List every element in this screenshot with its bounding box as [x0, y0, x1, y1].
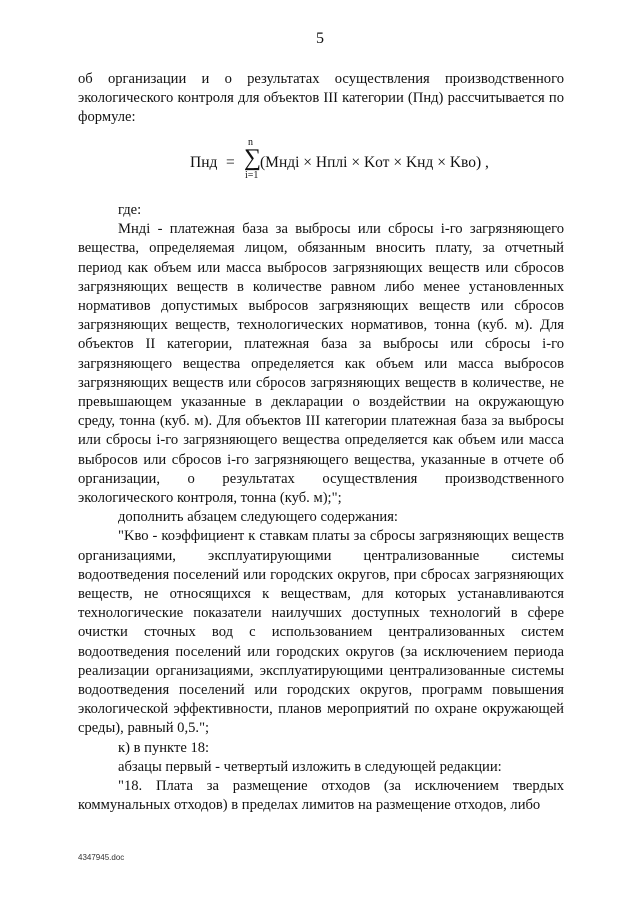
formula-sum-top: n: [248, 137, 253, 148]
paragraph: Mндi - платежная база за выбросы или сбросы i-го загрязняющего вещества, определяемая лицом, обязанным вносить плату, за отчетный период как объем или масса выбросов загрязняющих веществ или сбросов загрязняющих веществ в количестве равном либо менее установленных нормативов допустимых выбросов загрязняющих веществ или сбросов загрязняющих веществ, технологических нормативов, тонна (куб. м). Для объектов II категории, платежная база за выбросы или сбросы i-го загрязняющего вещества определяется как объем или масса выбросов загрязняющих веществ или сбросов загрязняющих веществ в количестве, не превышающем указанные в декларации о воздействии на окружающую среду, тонна (куб. м). Для объектов III категории платежная база за выбросы или сбросы i-го загрязняющего вещества определяется как объем или масса выбросов или сбросов i-го загрязняющего вещества, указанные в отчете об организации, о результатах осуществления производственного экологического контроля, тонна (куб. м);";: [78, 221, 564, 507]
sigma-icon: ∑: [244, 145, 262, 171]
intro-text: об организации и о результатах осуществления производственного экологического контроля для объектов III категории (Пнд) рассчитывается по формуле:: [78, 71, 564, 126]
paragraph: "18. Плата за размещение отходов (за исключением твердых коммунальных отходов) в пределах лимитов на размещение отходов, либо: [78, 778, 564, 814]
formula-lhs: Пнд: [190, 154, 218, 171]
paragraph: "Kво - коэффициент к ставкам платы за сбросы загрязняющих веществ организациями, эксплуатирующими централизованные системы водоотведения поселений или городских округов, при сбросах загрязняющих веществ, не относящихся к веществам, для которых устанавливаются технологические показатели наилучших доступных технологий в сфере очистки сточных вод с использованием централизованных систем водоотведения поселений или городских округов (за исключением периода реализации организациями, эксплуатирующими централизованные системы водоотведения поселений или городских округов, программ повышения экологической эффективности, планов мероприятий по охране окружающей среды), равный 0,5.";: [78, 528, 564, 737]
body-text: [78, 201, 564, 816]
intro-paragraph: [78, 70, 564, 128]
formula-rhs: (Mндi × Hплi × Kот × Kнд × Kво) ,: [260, 154, 489, 171]
page-number: 5: [316, 30, 324, 47]
where-label: где:: [118, 202, 142, 218]
formula-sum-bottom: i=1: [245, 170, 259, 181]
formula: [190, 137, 490, 188]
paragraph: к) в пункте 18:: [118, 739, 210, 756]
paragraph: дополнить абзацем следующего содержания:: [118, 509, 398, 526]
footer-filename: 4347945.doc: [78, 853, 125, 862]
formula-equals: =: [226, 154, 235, 171]
paragraph: абзацы первый - четвертый изложить в следующей редакции:: [118, 758, 502, 775]
